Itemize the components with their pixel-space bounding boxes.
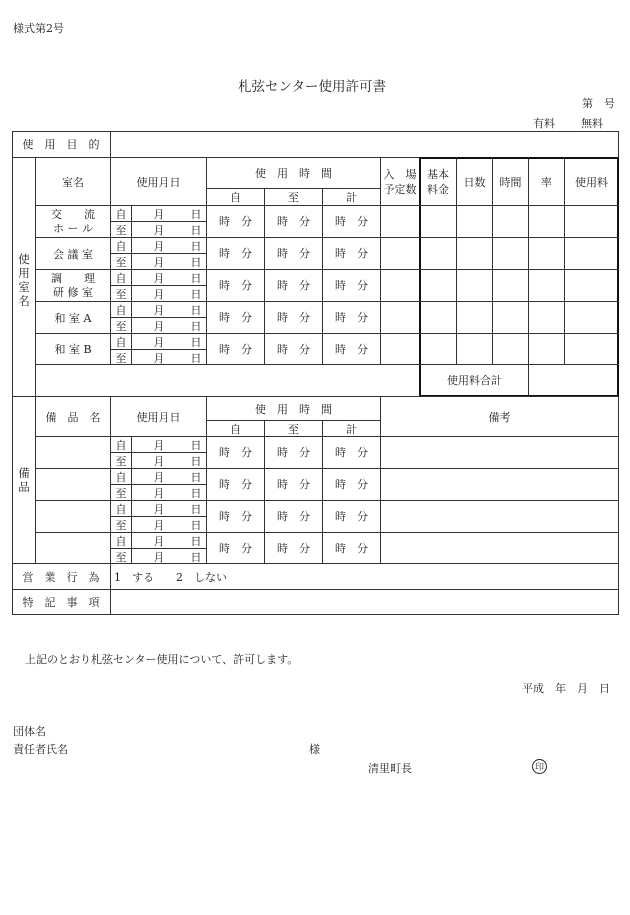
issue-date[interactable]: 平成 年 月 日 bbox=[522, 682, 610, 695]
equipment-date-from-month-1[interactable]: 月 bbox=[153, 438, 165, 452]
room-date-from-month-2[interactable]: 月 bbox=[153, 239, 165, 253]
room-date-from-month-4[interactable]: 月 bbox=[153, 303, 165, 317]
room-time-total-5[interactable]: 時 分 bbox=[335, 343, 368, 356]
hours-header: 時間 bbox=[499, 175, 522, 189]
time-from-header: 自 bbox=[230, 191, 241, 204]
equipment-date-from-label-2: 自 bbox=[115, 470, 127, 484]
room-fee-cell-2-3[interactable] bbox=[493, 238, 528, 268]
special-field[interactable] bbox=[111, 590, 618, 614]
equipment-date-to-label-1: 至 bbox=[115, 454, 127, 468]
room-date-to-month-3[interactable]: 月 bbox=[153, 287, 165, 301]
room-date-to-label-2: 至 bbox=[115, 255, 127, 269]
business-label: 営 業 行 為 bbox=[22, 570, 100, 584]
room-date-from-day-3[interactable]: 日 bbox=[190, 271, 202, 285]
room-name-5: 和 室 B bbox=[54, 343, 92, 356]
equipment-date-to-label-4: 至 bbox=[115, 550, 127, 564]
room-name-4: 和 室 A bbox=[54, 311, 92, 325]
room-time-from-4[interactable]: 時 分 bbox=[219, 311, 252, 324]
room-time-total-3[interactable]: 時 分 bbox=[335, 279, 368, 292]
room-name-2: 会 議 室 bbox=[53, 247, 93, 261]
room-time-total-1[interactable]: 時 分 bbox=[335, 215, 368, 228]
room-fee-cell-4-1[interactable] bbox=[421, 302, 456, 332]
room-date-from-day-2[interactable]: 日 bbox=[190, 239, 202, 253]
equipment-time-to-3[interactable]: 時 分 bbox=[277, 510, 310, 523]
equipment-time-from-2[interactable]: 時 分 bbox=[219, 478, 252, 491]
base-fee-header: 基本 料金 bbox=[427, 168, 449, 196]
equipment-date-to-month-1[interactable]: 月 bbox=[153, 454, 165, 468]
fee-total-field[interactable] bbox=[529, 365, 617, 395]
room-fee-cell-4-5[interactable] bbox=[565, 302, 617, 332]
group-name-label: 団体名 bbox=[13, 725, 46, 738]
equipment-date-to-month-3[interactable]: 月 bbox=[153, 518, 165, 532]
equipment-name-4[interactable] bbox=[36, 533, 110, 563]
room-date-from-month-3[interactable]: 月 bbox=[153, 271, 165, 285]
equipment-date-to-day-2[interactable]: 日 bbox=[190, 486, 202, 500]
room-name-1: 交 流 ホ ー ル bbox=[51, 207, 95, 235]
days-header: 日数 bbox=[463, 175, 486, 189]
fee-header: 使用料 bbox=[575, 175, 608, 189]
room-fee-cell-5-2[interactable] bbox=[457, 334, 492, 364]
room-fee-cell-5-1[interactable] bbox=[421, 334, 456, 364]
equipment-name-2[interactable] bbox=[36, 469, 110, 499]
room-fee-cell-4-2[interactable] bbox=[457, 302, 492, 332]
equipment-remarks-2[interactable] bbox=[381, 469, 618, 499]
fee-total-label: 使用料合計 bbox=[447, 374, 502, 387]
room-date-to-label-3: 至 bbox=[115, 287, 127, 301]
room-fee-cell-2-1[interactable] bbox=[421, 238, 456, 268]
equipment-time-total-3[interactable]: 時 分 bbox=[335, 510, 368, 523]
room-time-from-2[interactable]: 時 分 bbox=[219, 247, 252, 260]
fee-total-blank[interactable] bbox=[36, 365, 419, 395]
equipment-date-from-month-2[interactable]: 月 bbox=[153, 470, 165, 484]
room-date-from-month-1[interactable]: 月 bbox=[153, 207, 165, 221]
equipment-date-to-label-2: 至 bbox=[115, 486, 127, 500]
equipment-remarks-4[interactable] bbox=[381, 533, 618, 563]
equipment-time-to-4[interactable]: 時 分 bbox=[277, 542, 310, 555]
equipment-date-from-label-3: 自 bbox=[115, 502, 127, 516]
equipment-date-to-label-3: 至 bbox=[115, 518, 127, 532]
room-attendance-2[interactable] bbox=[381, 238, 419, 268]
room-date-to-day-3[interactable]: 日 bbox=[190, 287, 202, 301]
room-fee-cell-2-4[interactable] bbox=[529, 238, 564, 268]
room-time-total-4[interactable]: 時 分 bbox=[335, 311, 368, 324]
equipment-time-to: 至 bbox=[288, 422, 299, 436]
room-time-from-5[interactable]: 時 分 bbox=[219, 343, 252, 356]
room-time-to-3[interactable]: 時 分 bbox=[277, 279, 310, 292]
room-date-from-day-4[interactable]: 日 bbox=[190, 303, 202, 317]
form-number: 様式第2号 bbox=[13, 22, 64, 35]
room-fee-cell-2-2[interactable] bbox=[457, 238, 492, 268]
equipment-time-total-2[interactable]: 時 分 bbox=[335, 478, 368, 491]
room-time-to-5[interactable]: 時 分 bbox=[277, 343, 310, 356]
equipment-time-header: 使 用 時 間 bbox=[255, 402, 332, 416]
equipment-remarks-3[interactable] bbox=[381, 501, 618, 531]
room-date-from-label-4: 自 bbox=[115, 303, 127, 317]
room-fee-cell-3-1[interactable] bbox=[421, 270, 456, 300]
room-date-to-month-4[interactable]: 月 bbox=[153, 319, 165, 333]
room-fee-cell-4-4[interactable] bbox=[529, 302, 564, 332]
mayor-title: 清里町長 bbox=[368, 762, 412, 775]
room-time-to-1[interactable]: 時 分 bbox=[277, 215, 310, 228]
equipment-name-header: 備 品 名 bbox=[45, 410, 101, 424]
equipment-time-total-1[interactable]: 時 分 bbox=[335, 446, 368, 459]
equipment-date-from-day-4[interactable]: 日 bbox=[190, 534, 202, 548]
equipment-date-header: 使用月日 bbox=[136, 410, 181, 424]
equipment-name-1[interactable] bbox=[36, 437, 110, 467]
room-date-to-label-4: 至 bbox=[115, 319, 127, 333]
time-to-header: 至 bbox=[288, 191, 299, 204]
equipment-date-to-day-4[interactable]: 日 bbox=[190, 550, 202, 564]
equipment-time-to-1[interactable]: 時 分 bbox=[277, 446, 310, 459]
room-date-from-day-1[interactable]: 日 bbox=[190, 207, 202, 221]
equipment-date-from-day-3[interactable]: 日 bbox=[190, 502, 202, 516]
room-time-to-4[interactable]: 時 分 bbox=[277, 311, 310, 324]
room-time-from-3[interactable]: 時 分 bbox=[219, 279, 252, 292]
room-fee-cell-3-5[interactable] bbox=[565, 270, 617, 300]
equipment-time-from-3[interactable]: 時 分 bbox=[219, 510, 252, 523]
room-date-to-day-4[interactable]: 日 bbox=[190, 319, 202, 333]
equipment-time-from: 自 bbox=[230, 422, 241, 436]
room-fee-cell-3-2[interactable] bbox=[457, 270, 492, 300]
room-time-to-2[interactable]: 時 分 bbox=[277, 247, 310, 260]
facility-side-label: 使 用 室 名 bbox=[18, 252, 30, 308]
room-date-from-label-5: 自 bbox=[115, 335, 127, 349]
room-date-to-day-1[interactable]: 日 bbox=[190, 223, 202, 237]
equipment-name-3[interactable] bbox=[36, 501, 110, 531]
room-date-from-label-2: 自 bbox=[115, 239, 127, 253]
room-date-to-day-2[interactable]: 日 bbox=[190, 255, 202, 269]
permission-text: 上記のとおり札弦センター使用について、許可します。 bbox=[25, 653, 299, 666]
equipment-time-to-2[interactable]: 時 分 bbox=[277, 478, 310, 491]
use-date-header: 使用月日 bbox=[136, 175, 181, 189]
seal-icon: 印 bbox=[532, 759, 547, 774]
room-fee-cell-4-3[interactable] bbox=[493, 302, 528, 332]
room-fee-cell-1-1[interactable] bbox=[421, 206, 456, 236]
equipment-time-from-4[interactable]: 時 分 bbox=[219, 542, 252, 555]
room-date-from-label-1: 自 bbox=[115, 207, 127, 221]
equipment-date-to-day-1[interactable]: 日 bbox=[190, 454, 202, 468]
room-name-3: 調 理 研 修 室 bbox=[51, 271, 95, 299]
business-options[interactable]: 1 する 2 しない bbox=[114, 571, 227, 584]
rate-header: 率 bbox=[541, 175, 552, 189]
time-total-header: 計 bbox=[346, 191, 357, 204]
equipment-time-total-4[interactable]: 時 分 bbox=[335, 542, 368, 555]
equipment-time-total: 計 bbox=[346, 422, 357, 436]
room-date-to-label-5: 至 bbox=[115, 351, 127, 365]
room-date-to-month-2[interactable]: 月 bbox=[153, 255, 165, 269]
room-fee-cell-5-3[interactable] bbox=[493, 334, 528, 364]
equipment-date-from-day-1[interactable]: 日 bbox=[190, 438, 202, 452]
room-fee-cell-5-5[interactable] bbox=[565, 334, 617, 364]
room-fee-cell-1-2[interactable] bbox=[457, 206, 492, 236]
room-date-from-day-5[interactable]: 日 bbox=[190, 335, 202, 349]
room-name-header: 室名 bbox=[62, 175, 84, 189]
room-fee-cell-2-5[interactable] bbox=[565, 238, 617, 268]
attendance-header: 入 場 予定数 bbox=[383, 168, 417, 196]
fee-option-free[interactable]: 無料 bbox=[581, 117, 603, 130]
equipment-side-label: 備 品 bbox=[18, 466, 30, 494]
room-date-to-month-1[interactable]: 月 bbox=[153, 223, 165, 237]
representative-label: 責任者氏名 bbox=[13, 743, 68, 756]
equipment-date-from-label-1: 自 bbox=[115, 438, 127, 452]
room-fee-cell-5-4[interactable] bbox=[529, 334, 564, 364]
room-attendance-3[interactable] bbox=[381, 270, 419, 300]
room-date-from-month-5[interactable]: 月 bbox=[153, 335, 165, 349]
room-fee-cell-3-3[interactable] bbox=[493, 270, 528, 300]
equipment-date-from-label-4: 自 bbox=[115, 534, 127, 548]
room-date-to-label-1: 至 bbox=[115, 223, 127, 237]
document-number-label: 第 号 bbox=[582, 97, 615, 110]
equipment-remarks-header: 備考 bbox=[488, 410, 511, 424]
room-fee-cell-1-5[interactable] bbox=[565, 206, 617, 236]
honorific: 様 bbox=[309, 743, 320, 756]
room-time-from-1[interactable]: 時 分 bbox=[219, 215, 252, 228]
fee-option-paid[interactable]: 有料 bbox=[533, 117, 555, 130]
equipment-date-from-day-2[interactable]: 日 bbox=[190, 470, 202, 484]
room-time-total-2[interactable]: 時 分 bbox=[335, 247, 368, 260]
room-attendance-1[interactable] bbox=[381, 206, 419, 236]
room-fee-cell-1-4[interactable] bbox=[529, 206, 564, 236]
equipment-date-from-month-3[interactable]: 月 bbox=[153, 502, 165, 516]
room-attendance-5[interactable] bbox=[381, 334, 419, 364]
purpose-label: 使 用 目 的 bbox=[22, 138, 100, 151]
room-date-from-label-3: 自 bbox=[115, 271, 127, 285]
equipment-date-to-day-3[interactable]: 日 bbox=[190, 518, 202, 532]
equipment-remarks-1[interactable] bbox=[381, 437, 618, 467]
room-fee-cell-3-4[interactable] bbox=[529, 270, 564, 300]
special-label: 特 記 事 項 bbox=[22, 596, 100, 609]
use-time-header: 使 用 時 間 bbox=[255, 167, 332, 180]
equipment-date-to-month-2[interactable]: 月 bbox=[153, 486, 165, 500]
equipment-date-from-month-4[interactable]: 月 bbox=[153, 534, 165, 548]
room-fee-cell-1-3[interactable] bbox=[493, 206, 528, 236]
room-date-to-day-5[interactable]: 日 bbox=[190, 351, 202, 365]
equipment-time-from-1[interactable]: 時 分 bbox=[219, 446, 252, 459]
document-title: 札弦センター使用許可書 bbox=[238, 79, 386, 95]
purpose-field[interactable] bbox=[111, 132, 618, 156]
equipment-date-to-month-4[interactable]: 月 bbox=[153, 550, 165, 564]
room-date-to-month-5[interactable]: 月 bbox=[153, 351, 165, 365]
room-attendance-4[interactable] bbox=[381, 302, 419, 332]
